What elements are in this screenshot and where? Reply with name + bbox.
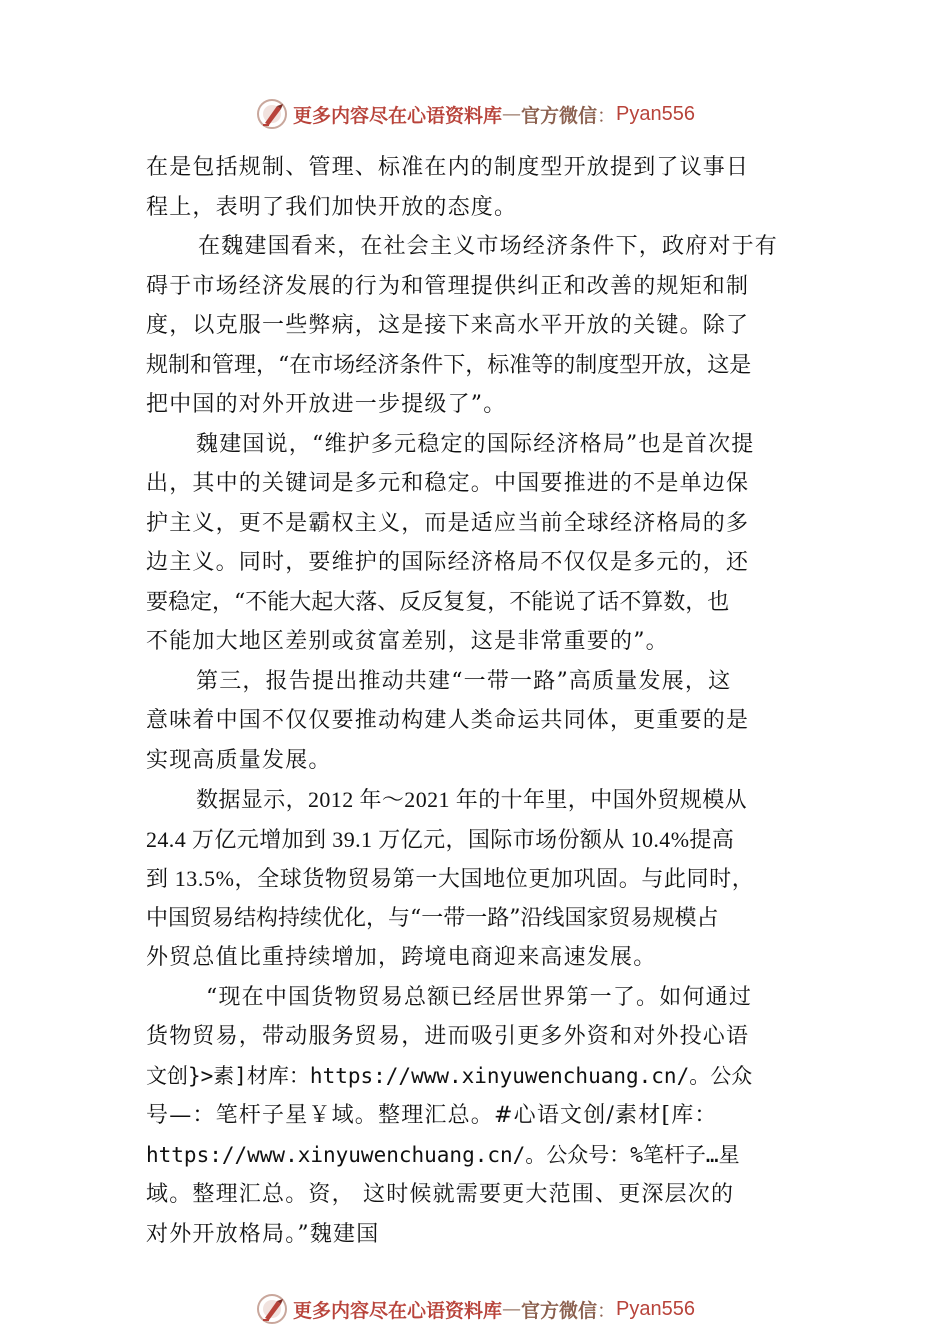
- body-line: 货物贸易，带动服务贸易，进而吸引更多外资和对外投心语: [146, 1024, 750, 1049]
- body-line: 度，以克服一些弊病，这是接下来高水平开放的关键。除了: [146, 313, 750, 338]
- body-line: 号—：笔杆子星￥域。整理汇总。#心语文创/素材[库：: [146, 1103, 718, 1128]
- body-line: 意味着中国不仅仅要推动构建人类命运共同体，更重要的是: [146, 708, 750, 733]
- document-body: [146, 148, 836, 1254]
- body-line: “现在中国货物贸易总额已经居世界第一了。如何通过: [206, 984, 753, 1010]
- body-line: 到 13.5%，全球货物贸易第一大国地位更加巩固。与此同时，: [146, 866, 755, 891]
- body-line: 域。整理汇总。资， 这时候就需要更大范围、更深层次的: [146, 1182, 735, 1207]
- body-line: 在是包括规制、管理、标准在内的制度型开放提到了议事日: [146, 155, 750, 180]
- banner-wechat-label: 官方微信: [521, 1299, 598, 1322]
- body-line: 第三，报告提出推动共建“一带一路”高质量发展，这: [196, 668, 732, 694]
- body-line: 边主义。同时，要维护的国际经济格局不仅仅是多元的，还: [146, 550, 750, 575]
- body-line: 实现高质量发展。: [146, 747, 332, 773]
- banner-separator: —: [502, 103, 521, 125]
- header-banner: [0, 94, 950, 134]
- banner-colon: ：: [597, 104, 617, 127]
- banner-wechat-label: 官方微信: [521, 104, 598, 127]
- banner-wechat-id: Pyan556: [616, 102, 695, 125]
- body-line: 要稳定，“不能大起大落、反反复复，不能说了话不算数，也: [146, 589, 730, 615]
- body-line: 把中国的对外开放进一步提级了”。: [146, 392, 507, 417]
- pen-nib-seal-icon: [255, 97, 289, 131]
- pen-nib-seal-icon: [255, 1292, 289, 1326]
- body-line: 程上，表明了我们加快开放的态度。: [146, 194, 518, 220]
- body-line: 魏建国说，“维护多元稳定的国际经济格局”也是首次提: [196, 431, 755, 457]
- banner-wechat-id: Pyan556: [616, 1297, 695, 1320]
- body-line: 规制和管理，“在市场经济条件下，标准等的制度型开放，这是: [146, 352, 752, 378]
- footer-banner: [0, 1289, 950, 1329]
- banner-separator: —: [502, 1298, 521, 1320]
- banner-colon: ：: [597, 1299, 617, 1322]
- body-line: 文创}>素]材库：https://www.xinyuwenchuang.cn/。公众: [146, 1063, 753, 1088]
- body-line: 24.4 万亿元增加到 39.1 万亿元，国际市场份额从 10.4%提高: [146, 826, 735, 852]
- body-line: 对外开放格局。”魏建国: [146, 1221, 380, 1247]
- body-line: 不能加大地区差别或贫富差别，这是非常重要的”。: [146, 629, 669, 654]
- banner-brand-text: 更多内容尽在心语资料库: [292, 1299, 502, 1322]
- body-line: 外贸总值比重持续增加，跨境电商迎来高速发展。: [146, 945, 657, 970]
- body-line: 在魏建国看来，在社会主义市场经济条件下，政府对于有: [198, 234, 779, 259]
- body-line: 碍于市场经济发展的行为和管理提供纠正和改善的规矩和制: [146, 273, 750, 299]
- body-line: https://www.xinyuwenchuang.cn/。公众号：%笔杆子…星: [146, 1142, 740, 1167]
- body-line: 出，其中的关键词是多元和稳定。中国要推进的不是单边保: [146, 471, 750, 496]
- banner-brand-text: 更多内容尽在心语资料库: [292, 104, 502, 127]
- body-line: 中国贸易结构持续优化，与“一带一路”沿线国家贸易规模占: [146, 905, 719, 931]
- body-line: 数据显示，2012 年～2021 年的十年里，中国外贸规模从: [196, 787, 748, 812]
- body-line: 护主义，更不是霸权主义，而是适应当前全球经济格局的多: [146, 510, 750, 536]
